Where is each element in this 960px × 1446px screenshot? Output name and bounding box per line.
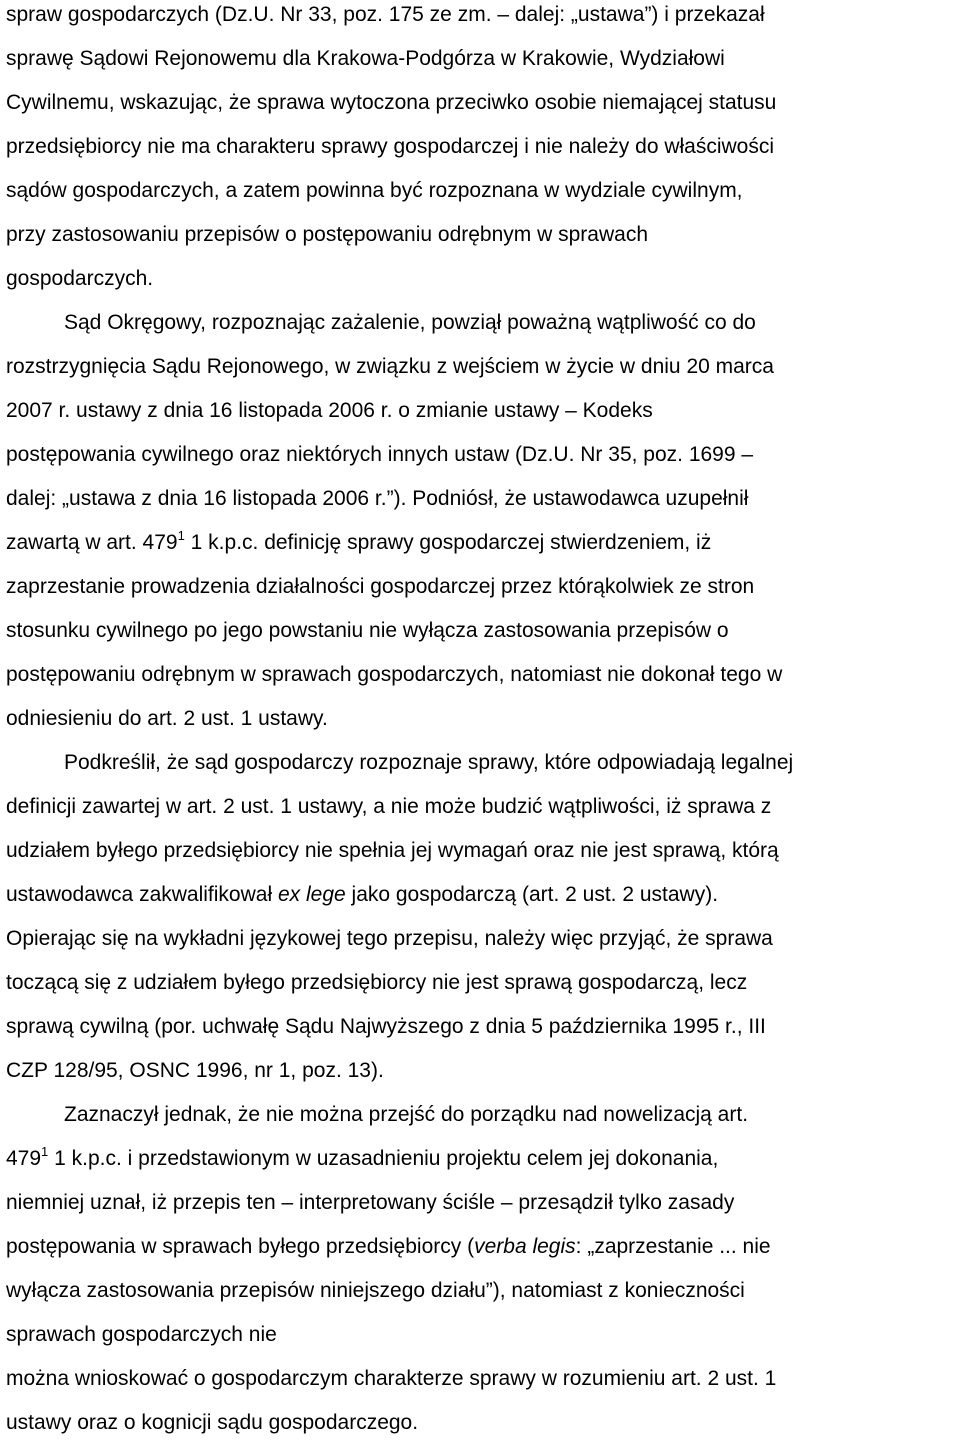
text-line: przedsiębiorcy nie ma charakteru sprawy gospodarczej i nie należy do właściwości [6, 135, 775, 158]
text-line: można wnioskować o gospodarczym charakterze sprawy w rozumieniu art. 2 ust. 1 [6, 1367, 777, 1390]
text-line: rozstrzygnięcia Sądu Rejonowego, w związku z wejściem w życie w dniu 20 marca [6, 355, 774, 378]
text-run: ustawodawca zakwalifikował [6, 883, 278, 906]
text-line: 2007 r. ustawy z dnia 16 listopada 2006 r. o zmianie ustawy – Kodeks [6, 399, 653, 422]
text-line: toczącą się z udziałem byłego przedsiębiorcy nie jest sprawą gospodarczą, lecz [6, 971, 748, 994]
text-line: Opierając się na wykładni językowej tego przepisu, należy więc przyjąć, że sprawa [6, 927, 773, 950]
text-line: Cywilnemu, wskazując, że sprawa wytoczona przeciwko osobie niemającej statusu [6, 91, 777, 114]
text-line [6, 1146, 718, 1172]
text-line: CZP 128/95, OSNC 1996, nr 1, poz. 13). [6, 1059, 384, 1082]
text-run: 1 k.p.c. definicję sprawy gospodarczej stwierdzeniem, iż [184, 531, 712, 554]
text-line: postępowaniu odrębnym w sprawach gospodarczych, natomiast nie dokonał tego w [6, 663, 783, 686]
text-line: spraw gospodarczych (Dz.U. Nr 33, poz. 175 ze zm. – dalej: „ustawa”) i przekazał [6, 3, 765, 26]
text-line: przy zastosowaniu przepisów o postępowaniu odrębnym w sprawach [6, 223, 648, 246]
italic-term: verba legis [474, 1235, 576, 1258]
text-line: stosunku cywilnego po jego powstaniu nie wyłącza zastosowania przepisów o [6, 619, 729, 642]
text-run: 479 [6, 1147, 42, 1170]
text-line: sprawach gospodarczych nie [6, 1323, 277, 1346]
text-line: gospodarczych. [6, 267, 154, 290]
paragraph-start: Podkreślił, że sąd gospodarczy rozpoznaje sprawy, które odpowiadają legalnej [64, 751, 794, 774]
paragraph-start: Sąd Okręgowy, rozpoznając zażalenie, powziął poważną wątpliwość co do [64, 311, 756, 334]
text-line: udziałem byłego przedsiębiorcy nie spełnia jej wymagań oraz nie jest sprawą, którą [6, 839, 779, 862]
text-line: zaprzestanie prowadzenia działalności gospodarczej przez którąkolwiek ze stron [6, 575, 755, 598]
text-line [6, 882, 718, 908]
text-run: postępowania w sprawach byłego przedsiębiorcy ( [6, 1235, 475, 1258]
text-line: odniesieniu do art. 2 ust. 1 ustawy. [6, 707, 328, 730]
text-line: sądów gospodarczych, a zatem powinna być rozpoznana w wydziale cywilnym, [6, 179, 743, 202]
text-line: postępowania cywilnego oraz niektórych innych ustaw (Dz.U. Nr 35, poz. 1699 – [6, 443, 754, 466]
italic-term: ex lege [277, 883, 346, 906]
text-line [6, 1234, 771, 1260]
text-run: : „zaprzestanie ... nie [575, 1235, 771, 1258]
text-line: sprawę Sądowi Rejonowemu dla Krakowa-Podgórza w Krakowie, Wydziałowi [6, 47, 725, 70]
text-run: zawartą w art. 479 [6, 531, 178, 554]
text-line: sprawą cywilną (por. uchwałę Sądu Najwyższego z dnia 5 października 1995 r., III [6, 1015, 766, 1038]
text-line: dalej: „ustawa z dnia 16 listopada 2006 r.”). Podniósł, że ustawodawca uzupełnił [6, 487, 749, 510]
text-line: definicji zawartej w art. 2 ust. 1 ustawy, a nie może budzić wątpliwości, iż sprawa z [6, 795, 772, 818]
text-line [6, 530, 711, 556]
superscript: 1 [177, 528, 185, 543]
text-line: ustawy oraz o kognicji sądu gospodarczego. [6, 1411, 419, 1434]
paragraph-start: Zaznaczył jednak, że nie można przejść do porządku nad nowelizacją art. [64, 1103, 749, 1126]
text-line: niemniej uznał, iż przepis ten – interpretowany ściśle – przesądził tylko zasady [6, 1191, 735, 1214]
text-run: jako gospodarczą (art. 2 ust. 2 ustawy). [345, 883, 719, 906]
superscript: 1 [41, 1144, 49, 1159]
text-run: 1 k.p.c. i przedstawionym w uzasadnieniu projektu celem jej dokonania, [48, 1147, 719, 1170]
text-line: wyłącza zastosowania przepisów niniejszego działu”), natomiast z konieczności [6, 1279, 745, 1302]
